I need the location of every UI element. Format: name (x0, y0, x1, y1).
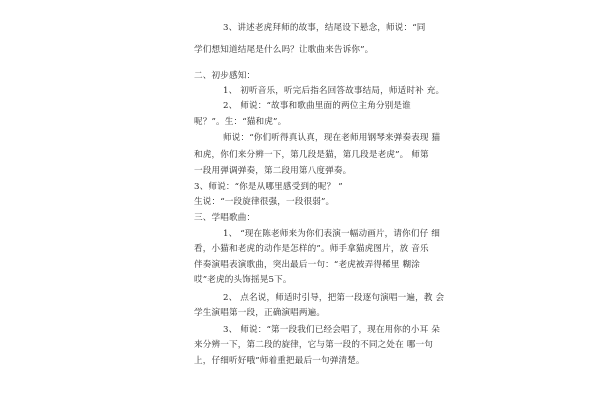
paragraph-line: 师说：“你们听得真认真，现在老师用钢琴来弹奏表现 猫 (223, 133, 441, 143)
section-heading: 三、学唱歌曲： (194, 213, 256, 223)
paragraph-line: 看，小猫和老虎的动作是怎样的”。师手拿猫虎图片，放 音乐 (194, 244, 429, 254)
paragraph-line: 1、 “现在陈老师来为你们表演一幅动画片，请你们仔 细 (223, 229, 441, 239)
paragraph-line: 一段用弹调弹奏，第二段用第八度弹奏。 (194, 166, 352, 176)
paragraph-line: 学们想知道结尾是什么吗？让歌曲来告诉你”。 (194, 45, 374, 55)
paragraph-line: 哎”老虎的头饰摇晃5下。 (194, 275, 292, 285)
paragraph-line: 1、 初听音乐，听完后指名回答故事结局，师适时补 充。 (223, 86, 445, 96)
paragraph-line: 上，仔细听好哦”师着重把最后一句弹清楚。 (194, 356, 365, 366)
paragraph-line: 和虎，你们来分辨一下，第几段是猫，第几段是老虎”。 师第 (194, 150, 429, 160)
paragraph-line: 3、师说：“你是从哪里感受到的呢？ ” (194, 182, 343, 192)
paragraph-line: 3、讲述老虎拜师的故事，结尾设下悬念，师说：“同 (223, 23, 426, 33)
paragraph-line: 呢？”。生：“猫和虎”。 (194, 117, 287, 127)
paragraph-line: 伴奏演唱表演歌曲，突出最后一句：“老虎被弄得稀里 糊涂 (194, 260, 421, 270)
paragraph-line: 来分辨一下，第二段的旋律，它与第一段的不同之处在 哪一句 (194, 340, 433, 350)
section-heading: 二、初步感知： (194, 71, 256, 81)
paragraph-line: 2、 师说：“故事和歌曲里面的两位主角分别是谁 (223, 101, 411, 111)
paragraph-line: 生说：“一段旋律很强，一段很弱”。 (194, 197, 335, 207)
paragraph-line: 3、 师说：“第一段我们已经会唱了，现在用你的小耳 朵 (223, 325, 441, 335)
paragraph-line: 2、 点名说，师适时引导，把第一段逐句演唱一遍，教 会 (223, 293, 445, 303)
paragraph-line: 学生演唱第一段，正确演唱两遍。 (194, 308, 326, 318)
